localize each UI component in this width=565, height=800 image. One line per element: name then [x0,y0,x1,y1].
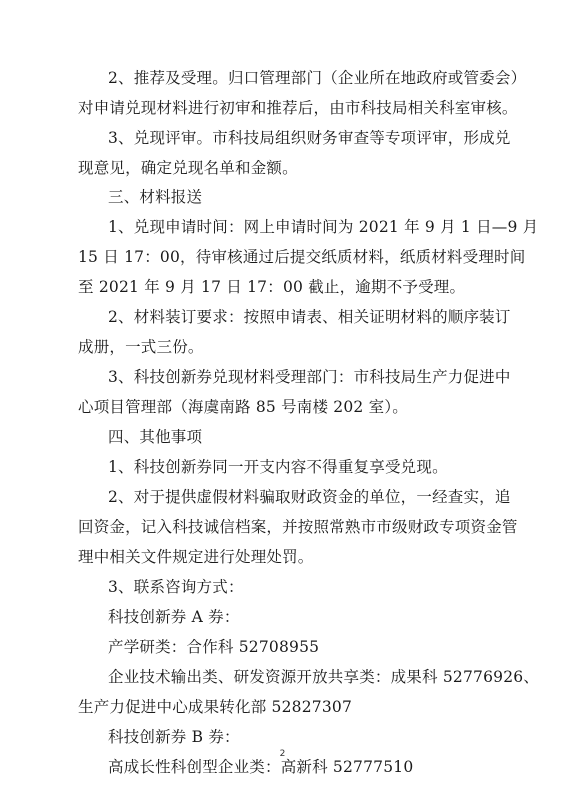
paragraph-line: 成册，一式三份。 [78,338,204,356]
paragraph-line: 高成长性科创型企业类：高新科 52777510 [108,758,414,776]
paragraph-line: 1、科技创新券同一开支内容不得重复享受兑现。 [108,458,448,476]
paragraph-line: 科技创新券 B 券： [108,728,240,746]
paragraph-line: 企业技术输出类、研发资源开放共享类：成果科 52776926、 [108,668,540,686]
paragraph-line: 至 2021 年 9 月 17 日 17：00 截止，逾期不予受理。 [78,278,466,296]
paragraph-line: 3、科技创新券兑现材料受理部门：市科技局生产力促进中 [108,368,511,386]
paragraph-line: 3、联系咨询方式： [108,578,244,596]
paragraph-line: 15 日 17：00，待审核通过后提交纸质材料，纸质材料受理时间 [78,248,526,266]
paragraph-line: 心项目管理部（海虞南路 85 号南楼 202 室）。 [78,398,408,416]
paragraph-line: 产学研类：合作科 52708955 [108,638,320,656]
paragraph-line: 2、对于提供虚假材料骗取财政资金的单位，一经查实，追 [108,488,511,506]
section-heading: 四、其他事项 [108,428,203,446]
paragraph-line: 1、兑现申请时间：网上申请时间为 2021 年 9 月 1 日—9 月 [108,218,539,236]
paragraph-line: 科技创新券 A 券： [108,608,240,626]
page-number: 2 [279,749,286,759]
paragraph-line: 生产力促进中心成果转化部 52827307 [78,698,353,716]
paragraph-line: 现意见，确定兑现名单和金额。 [78,159,298,177]
paragraph-line: 理中相关文件规定进行处理处罚。 [78,548,314,566]
paragraph-line: 2、材料装订要求：按照申请表、相关证明材料的顺序装订 [108,308,511,326]
section-heading: 三、材料报送 [108,188,203,206]
paragraph-line: 3、兑现评审。市科技局组织财务审查等专项评审，形成兑 [108,129,511,147]
paragraph-line: 回资金，记入科技诚信档案，并按照常熟市市级财政专项资金管 [78,518,518,536]
paragraph-line: 对申请兑现材料进行初审和推荐后，由市科技局相关科室审核。 [78,99,518,117]
paragraph-line: 2、推荐及受理。归口管理部门（企业所在地政府或管委会） [108,69,527,87]
